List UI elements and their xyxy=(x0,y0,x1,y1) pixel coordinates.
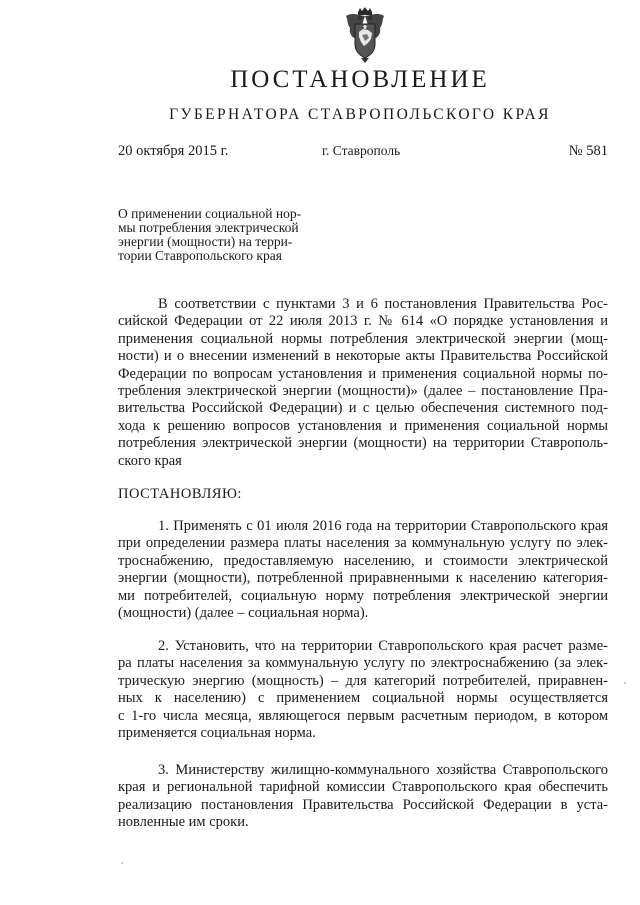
paragraph-line: применения социальной нормы потребления электрической энергии (мощ- xyxy=(118,330,608,347)
item-1-paragraph xyxy=(118,518,608,622)
paragraph-line: вительства Российской Федерации) и с целью обеспечения системного под- xyxy=(118,400,608,417)
paragraph-line: при определении размера платы населения за коммунальную услугу по элек- xyxy=(118,535,608,552)
heading-line: тории Ставропольского края xyxy=(118,248,282,263)
paragraph-line: требления электрической энергии (мощности)» (далее – постановление Пра- xyxy=(118,383,608,400)
document-date: 20 октября 2015 г. xyxy=(118,143,229,159)
paragraph-line: ра платы населения за коммунальную услугу по электроснабжению (за элек- xyxy=(118,655,608,672)
heading-line: энергии (мощности) на терри- xyxy=(118,234,293,249)
paragraph-line: 3. Министерству жилищно-коммунального хозяйства Ставропольского xyxy=(158,762,608,778)
paragraph-line: ных к населению) с применением социальной нормы осуществляется xyxy=(118,690,608,707)
paragraph-line: потребления электрической энергии (мощности) на территории Ставрополь- xyxy=(118,435,608,452)
paragraph-line: энергии (мощности), потребленной приравненными к населению категория- xyxy=(118,570,608,587)
paragraph-line: с 1-го числа месяца, являющегося первым расчетным периодом, в котором xyxy=(118,707,608,724)
paragraph-line: ми потребителей, социальную норму потребления электрической энергии xyxy=(118,587,608,604)
paragraph-line: новленные им сроки. xyxy=(118,814,249,831)
heading-line: мы потребления электрической xyxy=(118,220,299,235)
paragraph-line: реализацию постановления Правительства Российской Федерации в уста- xyxy=(118,796,608,813)
paragraph-line: хода к решению вопросов установления и применения социальной нормы xyxy=(118,417,608,434)
document-number: № 581 xyxy=(568,143,608,159)
scan-speck xyxy=(121,862,123,864)
scan-speck xyxy=(624,682,626,684)
issuing-authority: ГУБЕРНАТОРА СТАВРОПОЛЬСКОГО КРАЯ xyxy=(169,106,551,123)
paragraph-line: В соответствии с пунктами 3 и 6 постановления Правительства Рос- xyxy=(158,296,608,312)
paragraph-line: 1. Применять с 01 июля 2016 года на территории Ставропольского края xyxy=(158,518,608,534)
paragraph-line: края и региональной тарифной комиссии Ставропольского края обеспечить xyxy=(118,779,608,796)
paragraph-line: трическую энергию (мощность) – для категорий потребителей, приравнен- xyxy=(118,672,608,689)
paragraph-line: 2. Установить, что на территории Ставропольского края расчет разме- xyxy=(158,638,608,654)
heading-line: О применении социальной нор- xyxy=(118,206,302,221)
coat-of-arms-emblem xyxy=(341,6,389,64)
paragraph-line: троснабжению, предоставляемую населению, и стоимости электрической xyxy=(118,552,608,569)
item-2-paragraph xyxy=(118,638,608,742)
paragraph-line: ности) и о внесении изменений в некоторые акты Правительства Российской xyxy=(118,348,608,365)
document-subject-heading xyxy=(118,207,338,263)
decree-word: ПОСТАНОВЛЯЮ: xyxy=(118,486,242,502)
paragraph-line: (мощности) (далее – социальная норма). xyxy=(118,605,369,622)
paragraph-line: сийской Федерации от 22 июля 2013 г. № 614 «О порядке установления и xyxy=(118,313,608,330)
item-3-paragraph xyxy=(118,762,608,832)
document-city: г. Ставрополь xyxy=(322,143,401,158)
document-title: ПОСТАНОВЛЕНИЕ xyxy=(230,66,490,93)
paragraph-line: ского края xyxy=(118,452,182,469)
preamble-paragraph xyxy=(118,296,608,470)
paragraph-line: применяется социальная норма. xyxy=(118,725,316,742)
paragraph-line: Федерации по вопросам установления и применения социальной нормы по- xyxy=(118,365,608,382)
